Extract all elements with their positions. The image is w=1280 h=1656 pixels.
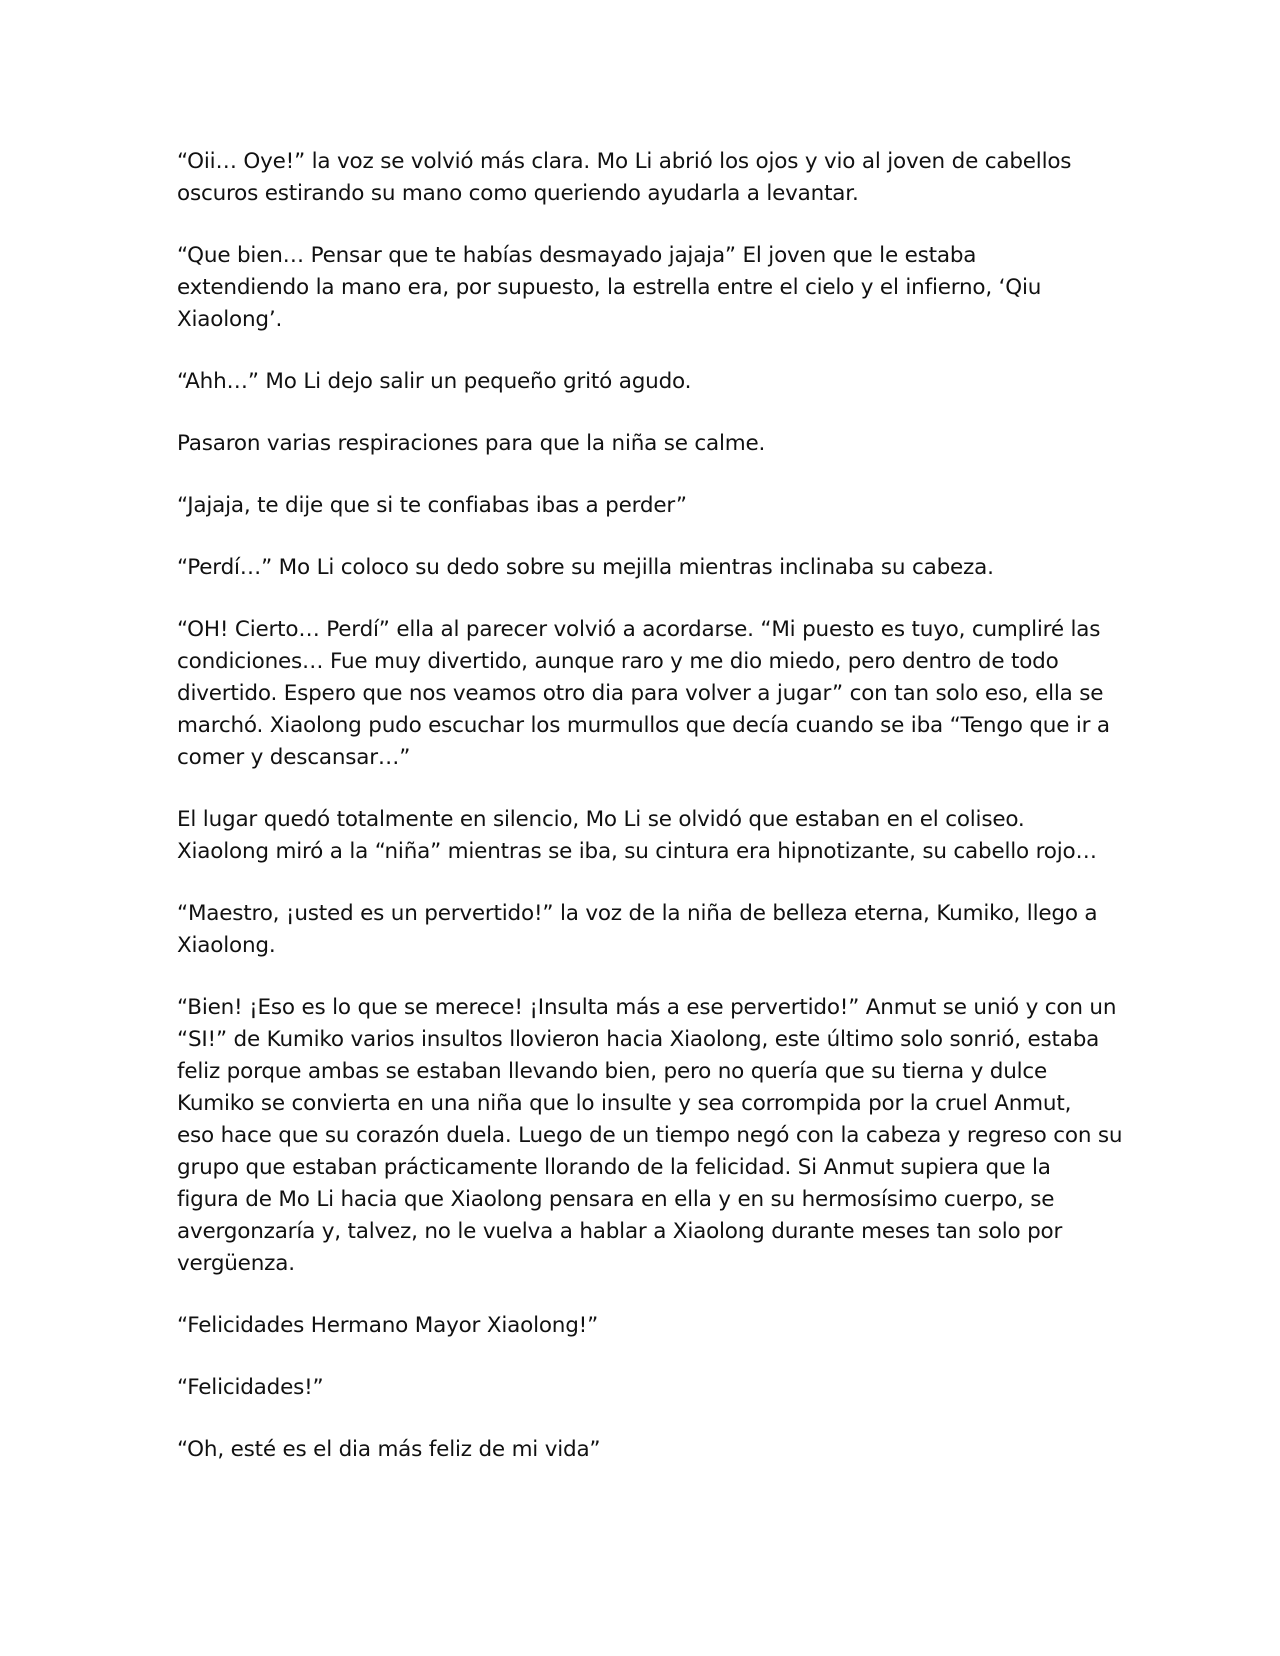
text-line: condiciones… Fue muy divertido, aunque raro y me dio miedo, pero dentro de todo xyxy=(177,649,1059,674)
text-line: extendiendo la mano era, por supuesto, la estrella entre el cielo y el infierno, ‘Qiu xyxy=(177,275,1042,300)
paragraph xyxy=(177,804,1107,868)
paragraph xyxy=(177,1310,1107,1342)
text-line: “Bien! ¡Eso es lo que se merece! ¡Insulta más a ese pervertido!” Anmut se unió y con un xyxy=(177,995,1117,1020)
text-line: “Maestro, ¡usted es un pervertido!” la voz de la niña de belleza eterna, Kumiko, llego a xyxy=(177,901,1098,926)
text-line: “Que bien… Pensar que te habías desmayado jajaja” El joven que le estaba xyxy=(177,243,977,268)
text-line: feliz porque ambas se estaban llevando bien, pero no quería que su tierna y dulce xyxy=(177,1059,1048,1084)
paragraph xyxy=(177,1372,1107,1404)
paragraph xyxy=(177,1434,1107,1466)
paragraph xyxy=(177,428,1107,460)
paragraph xyxy=(177,490,1107,522)
text-line: comer y descansar…” xyxy=(177,745,411,770)
paragraph xyxy=(177,992,1123,1280)
text-line: “Ahh…” Mo Li dejo salir un pequeño gritó agudo. xyxy=(177,369,692,394)
text-line: El lugar quedó totalmente en silencio, Mo Li se olvidó que estaban en el coliseo. xyxy=(177,807,1025,832)
paragraph xyxy=(177,614,1110,774)
text-line: Xiaolong miró a la “niña” mientras se iba, su cintura era hipnotizante, su cabello rojo… xyxy=(177,839,1097,864)
text-line: “Oh, esté es el dia más feliz de mi vida” xyxy=(177,1437,601,1462)
text-line: “Felicidades Hermano Mayor Xiaolong!” xyxy=(177,1313,599,1338)
text-line: “Oii… Oye!” la voz se volvió más clara. Mo Li abrió los ojos y vio al joven de cabellos xyxy=(177,149,1072,174)
text-line: “Jajaja, te dije que si te confiabas ibas a perder” xyxy=(177,493,687,518)
text-line: avergonzaría y, talvez, no le vuelva a hablar a Xiaolong durante meses tan solo por xyxy=(177,1219,1063,1244)
paragraph xyxy=(177,146,1107,210)
text-line: Pasaron varias respiraciones para que la niña se calme. xyxy=(177,431,766,456)
text-line: “SI!” de Kumiko varios insultos llovieron hacia Xiaolong, este último solo sonrió, estaba xyxy=(177,1027,1100,1052)
text-line: divertido. Espero que nos veamos otro dia para volver a jugar” con tan solo eso, ella se xyxy=(177,681,1104,706)
paragraph xyxy=(177,240,1107,336)
text-line: “Perdí…” Mo Li coloco su dedo sobre su mejilla mientras inclinaba su cabeza. xyxy=(177,555,994,580)
text-line: figura de Mo Li hacia que Xiaolong pensara en ella y en su hermosísimo cuerpo, se xyxy=(177,1187,1055,1212)
document-body xyxy=(177,146,1123,1496)
text-line: oscuros estirando su mano como queriendo ayudarla a levantar. xyxy=(177,181,859,206)
paragraph xyxy=(177,898,1107,962)
text-line: “Felicidades!” xyxy=(177,1375,324,1400)
paragraph xyxy=(177,552,1107,584)
text-line: eso hace que su corazón duela. Luego de un tiempo negó con la cabeza y regreso con su xyxy=(177,1123,1123,1148)
text-line: Kumiko se convierta en una niña que lo insulte y sea corrompida por la cruel Anmut, xyxy=(177,1091,1072,1116)
text-line: vergüenza. xyxy=(177,1251,295,1276)
text-line: Xiaolong’. xyxy=(177,307,283,332)
text-line: “OH! Cierto… Perdí” ella al parecer volvió a acordarse. “Mi puesto es tuyo, cumpliré las xyxy=(177,617,1101,642)
paragraph xyxy=(177,366,1107,398)
text-line: grupo que estaban prácticamente llorando de la felicidad. Si Anmut supiera que la xyxy=(177,1155,1051,1180)
text-line: Xiaolong. xyxy=(177,933,276,958)
text-line: marchó. Xiaolong pudo escuchar los murmullos que decía cuando se iba “Tengo que ir a xyxy=(177,713,1110,738)
